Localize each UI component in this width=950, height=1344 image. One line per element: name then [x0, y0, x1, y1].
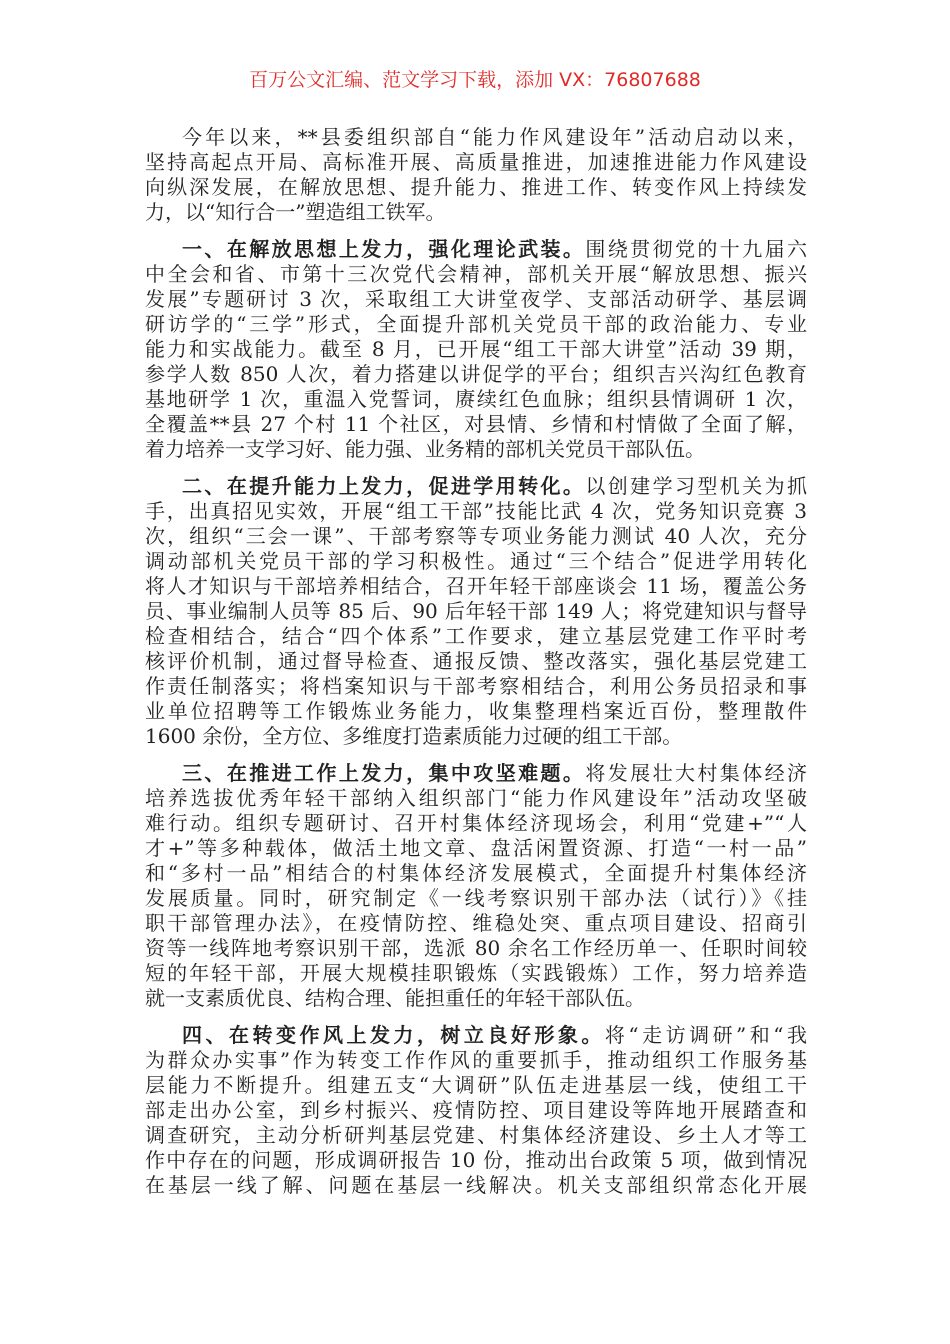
section-heading: 四、在转变作风上发力，树立良好形象。: [182, 1023, 605, 1047]
section-paragraph: [145, 474, 807, 749]
section-heading: 二、在提升能力上发力，促进学用转化。: [182, 474, 586, 498]
text-line: 次，组织“三会一课”、干部考察等专项业务能力测试 40 人次，充分: [145, 524, 807, 548]
section-text: 将发展壮大村集体经济: [585, 761, 808, 785]
text-line: 员、事业编制人员等 85 后、90 后年轻干部 149 人；将党建知识与督导: [145, 599, 807, 623]
text-line: 研访学的“三学”形式，全面提升部机关党员干部的政治能力、专业: [145, 312, 807, 336]
text-line: [145, 237, 807, 262]
text-line: 难行动。组织专题研讨、召开村集体经济现场会，利用“党建+”“人: [145, 811, 807, 835]
text-line: 调动部机关党员干部的学习积极性。通过“三个结合”促进学用转化: [145, 549, 807, 573]
text-line: 力，以“知行合一”塑造组工铁军。: [145, 200, 446, 224]
text-line: 手，出真招见实效，开展“组工干部”技能比武 4 次，党务知识竞赛 3: [145, 499, 807, 523]
section-paragraph: [145, 761, 807, 1011]
text-line: 在基层一线了解、问题在基层一线解决。机关支部组织常态化开展: [145, 1173, 807, 1197]
text-line: 作中存在的问题，形成调研报告 10 份，推动出台政策 5 项，做到情况: [145, 1148, 807, 1172]
section-text: 以创建学习型机关为抓: [585, 474, 808, 498]
text-line: 1600 余份，全方位、多维度打造素质能力过硬的组工干部。: [145, 724, 683, 748]
text-line: 坚持高起点开局、高标准开展、高质量推进，加速推进能力作风建设: [145, 150, 807, 174]
text-line: 就一支素质优良、结构合理、能担重任的年轻干部队伍。: [145, 986, 645, 1010]
section-text: 将“走访调研”和“我: [604, 1023, 807, 1047]
document-body: [145, 125, 807, 1210]
text-line: 检查相结合，结合“四个体系”工作要求，建立基层党建工作平时考: [145, 624, 807, 648]
text-line: 才+”等多种载体，做活土地文章、盘活闲置资源、打造“一村一品”: [145, 836, 807, 860]
section-heading: 三、在推进工作上发力，集中攻坚难题。: [182, 761, 586, 785]
text-line: 短的年轻干部，开展大规模挂职锻炼（实践锻炼）工作，努力培养造: [145, 961, 807, 985]
text-line: 部走出办公室，到乡村振兴、疫情防控、项目建设等阵地开展踏查和: [145, 1098, 807, 1122]
text-line: 发展质量。同时，研究制定《一线考察识别干部办法（试行）》《挂: [145, 886, 807, 910]
text-line: 基地研学 1 次，重温入党誓词，赓续红色血脉；组织县情调研 1 次，: [145, 387, 807, 411]
watermark-banner: 百万公文汇编、范文学习下载，添加 VX：76807688: [249, 69, 701, 91]
text-line: 层能力不断提升。组建五支“大调研”队伍走进基层一线，使组工干: [145, 1073, 807, 1097]
section-paragraph: [145, 237, 807, 462]
text-line: 资等一线阵地考察识别干部，选派 80 余名工作经历单一、任职时间较: [145, 936, 807, 960]
text-line: 核评价机制，通过督导检查、通报反馈、整改落实，强化基层党建工: [145, 649, 807, 673]
text-line: 为群众办实事”作为转变工作作风的重要抓手，推动组织工作服务基: [145, 1048, 807, 1072]
text-line: 业单位招聘等工作锻炼业务能力，收集整理档案近百份，整理散件: [145, 699, 807, 723]
text-line: [145, 761, 807, 786]
text-line: 能力和实战能力。截至 8 月，已开展“组工干部大讲堂”活动 39 期，: [145, 337, 807, 361]
text-line: 和“多村一品”相结合的村集体经济发展模式，全面提升村集体经济: [145, 861, 807, 885]
text-line: 职干部管理办法》，在疫情防控、维稳处突、重点项目建设、招商引: [145, 911, 807, 935]
text-line: 参学人数 850 人次，着力搭建以讲促学的平台；组织吉兴沟红色教育: [145, 362, 807, 386]
text-line: 将人才知识与干部培养相结合，召开年轻干部座谈会 11 场，覆盖公务: [145, 574, 807, 598]
text-line: [145, 474, 807, 499]
text-line: 发展”专题研讨 3 次，采取组工大讲堂夜学、支部活动研学、基层调: [145, 287, 807, 311]
section-text: 围绕贯彻党的十九届六: [585, 237, 808, 261]
text-line: 今年以来，**县委组织部自“能力作风建设年”活动启动以来，: [182, 125, 807, 149]
text-line: 作责任制落实；将档案知识与干部考察相结合，利用公务员招录和事: [145, 674, 807, 698]
text-line: 调查研究，主动分析研判基层党建、村集体经济建设、乡土人才等工: [145, 1123, 807, 1147]
intro-paragraph: [145, 125, 807, 225]
section-heading: 一、在解放思想上发力，强化理论武装。: [182, 237, 586, 261]
text-line: 向纵深发展，在解放思想、提升能力、推进工作、转变作风上持续发: [145, 175, 807, 199]
sections-container: [145, 237, 807, 1198]
text-line: 中全会和省、市第十三次党代会精神，部机关开展“解放思想、振兴: [145, 262, 807, 286]
text-line: 培养选拔优秀年轻干部纳入组织部门“能力作风建设年”活动攻坚破: [145, 786, 807, 810]
section-paragraph: [145, 1023, 807, 1198]
text-line: 着力培养一支学习好、能力强、业务精的部机关党员干部队伍。: [145, 437, 705, 461]
text-line: 全覆盖**县 27 个村 11 个社区，对县情、乡情和村情做了全面了解，: [145, 412, 807, 436]
text-line: [145, 1023, 807, 1048]
